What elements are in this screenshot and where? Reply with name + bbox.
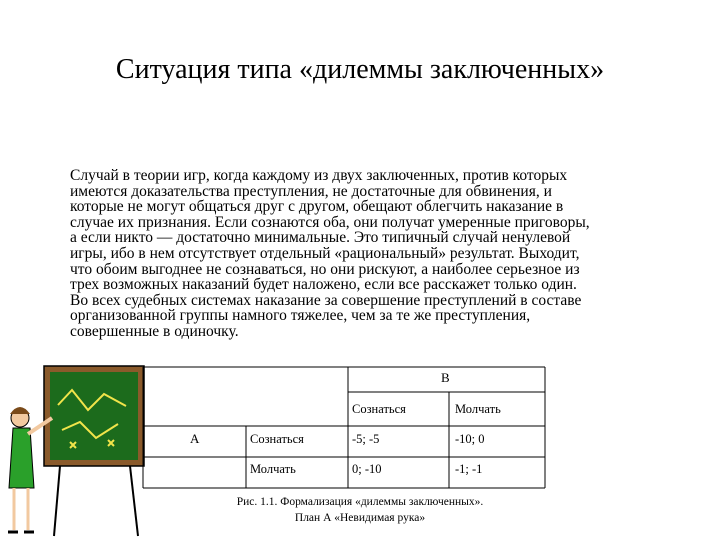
body-line: Во всех судебных системах наказание за совершение преступлений в составе <box>70 291 582 309</box>
player-a-label: А <box>190 431 200 446</box>
body-line: имеются доказательства преступления, не достаточные для обвинения, и <box>70 182 552 200</box>
col-header-confess: Сознаться <box>352 402 406 416</box>
slide-title: Ситуация типа «дилеммы заключенных» <box>115 54 605 85</box>
body-line: совершенные в одиночку. <box>70 322 239 340</box>
body-line: случае их признания. Если сознаются оба, они получат умеренные приговоры, <box>70 213 590 231</box>
figure-caption-line2: План А «Невидимая рука» <box>294 512 426 524</box>
body-line: трех возможных наказаний будет наложено, если все расскажет только один. <box>70 276 577 294</box>
payoff-cell: -1; -1 <box>455 462 483 476</box>
body-line: Случай в теории игр, когда каждому из двух заключенных, против которых <box>70 167 568 184</box>
player-b-label: В <box>441 370 450 385</box>
payoff-cell: 0; -10 <box>352 462 382 476</box>
row-label-confess: Сознаться <box>250 432 304 446</box>
body-paragraph <box>70 168 670 340</box>
teacher-chalkboard-clipart <box>0 360 150 540</box>
body-line: игры, ибо в нем отсутствует отдельный «рациональный» результат. Выходит, <box>70 244 580 262</box>
figure-caption-line1: Рис. 1.1. Формализация «дилеммы заключенных». <box>236 496 484 508</box>
row-label-silent: Молчать <box>250 462 296 476</box>
payoff-cell: -5; -5 <box>352 432 380 446</box>
body-line: а если никто — достаточно минимальные. Это типичный случай ненулевой <box>70 229 571 247</box>
body-line: что обоим выгоднее не сознаваться, но они рискуют, а наиболее серьезное из <box>70 260 580 278</box>
payoff-cell: -10; 0 <box>455 432 485 446</box>
body-line: которые не могут общаться друг с другом, обещают облегчить наказание в <box>70 198 564 216</box>
col-header-silent: Молчать <box>455 402 501 416</box>
body-line: организованной группы намного тяжелее, чем за те же преступления, <box>70 307 531 325</box>
